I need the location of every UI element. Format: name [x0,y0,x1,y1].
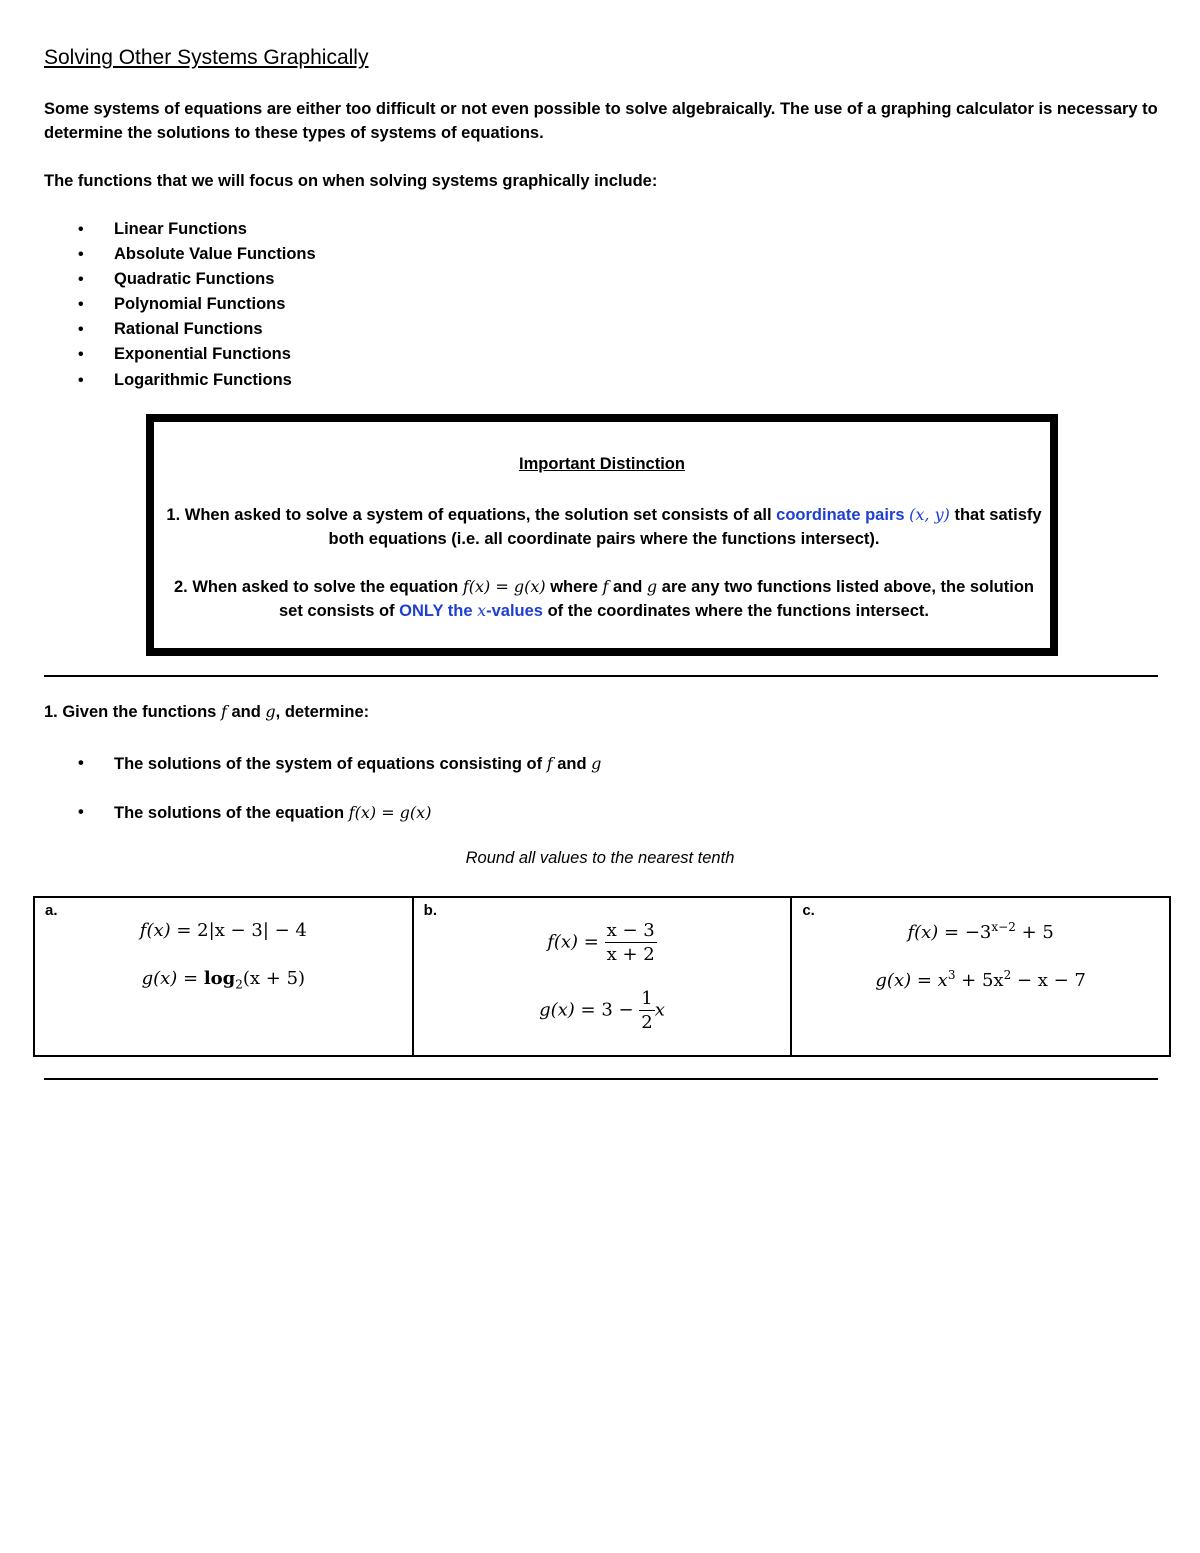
problem-label: a. [45,902,58,919]
bullet-2-text: The solutions of the equation [114,804,345,822]
list-item: • Quadratic Functions [44,267,316,292]
equation-lhs: f(x) = [139,920,198,941]
equation-lhs: g(x) = [141,968,204,989]
fraction-denominator: 2 [641,1012,653,1033]
distinction-point-2 [164,575,1044,623]
equation-rhs: 2|x − 3| − 4 [197,920,307,941]
function-g-symbol: g [265,702,276,721]
bullet-1-and: and [557,755,587,773]
list-item: • Linear Functions [44,217,316,242]
question-1-prompt [44,702,369,722]
equation-g [414,988,791,1033]
equation-notation: f(x) = g(x) [462,577,546,596]
equation-f [792,920,1169,943]
list-item: • Exponential Functions [44,342,316,367]
bullet-1-text: The solutions of the system of equations consisting of [114,755,543,773]
equation-g [35,968,412,992]
log-base: 2 [235,977,243,992]
equation-f [414,920,791,965]
log-symbol: log [203,968,236,989]
equation-term: + 5 [1015,922,1054,943]
equation-exponent: 2 [1003,968,1012,982]
equation-term: x [937,970,948,991]
distinction-point-1-text: 1. When asked to solve a system of equations, the solution set consists of all [166,506,772,524]
problem-cell-a [34,897,413,1056]
focus-sentence: The functions that we will focus on when solving systems graphically include: [44,172,658,190]
distinction-point-2-text: 2. When asked to solve the equation [174,578,459,596]
problem-cell-c [791,897,1170,1056]
equation-term: + 5x [955,970,1004,991]
function-f-symbol: f [546,754,553,773]
equation-lhs: f(x) = [907,922,965,943]
function-type-list [44,217,316,393]
rounding-instruction: Round all values to the nearest tenth [465,849,735,867]
equation-g [792,968,1169,991]
equation-lhs: g(x) = [539,999,602,1021]
function-f-symbol: f [602,577,609,596]
x-symbol: x [477,601,487,620]
distinction-point-1-rest: that satisfy both equations (i.e. all coordinate pairs where the functions intersect). [328,506,1042,548]
problem-cell-b [413,897,792,1056]
fraction-denominator: x + 2 [606,944,655,965]
question-and: and [231,703,261,721]
list-item: • Absolute Value Functions [44,242,316,267]
fraction-numerator: 1 [641,988,653,1009]
values-text: -values [486,602,543,620]
equation-variable: x [654,999,665,1021]
equation-notation: f(x) = g(x) [348,803,432,822]
function-g-symbol: g [591,754,602,773]
intro-paragraph: Some systems of equations are either too difficult or not even possible to solve algebraically. The use of a graphing calculator is necessary to determine the solutions to these types of systems of equations. [44,100,1158,142]
list-item [44,751,601,800]
page-title: Solving Other Systems Graphically [44,46,369,69]
equation-term: − x − 7 [1011,970,1086,991]
list-item: • Rational Functions [44,317,316,342]
only-x-values-highlight [399,602,543,620]
problem-label: c. [802,902,815,919]
list-item: • Polynomial Functions [44,292,316,317]
question-suffix: , determine: [275,703,370,721]
question-bullets [44,751,601,849]
only-the-text: ONLY the [399,602,473,620]
distinction-and: and [612,578,643,596]
equation-lhs: f(x) = [547,931,605,953]
distinction-where: where [550,578,598,596]
function-f-symbol: f [220,702,227,721]
function-g-symbol: g [646,577,658,596]
question-prefix: 1. Given the functions [44,703,217,721]
horizontal-divider [44,1078,1158,1080]
equation-term: −3 [964,922,992,943]
important-distinction-box [146,414,1058,656]
distinction-point-2-rest: of the coordinates where the functions intersect. [547,602,929,620]
fraction [605,920,657,965]
coordinate-pair-notation: (x, y) [909,505,950,524]
equation-lhs: g(x) = [875,970,938,991]
coordinate-pairs-highlight: coordinate pairs [776,506,905,524]
distinction-point-1 [164,503,1044,551]
list-item: • Logarithmic Functions [44,368,316,393]
distinction-point-2-middle: are any two functions listed above, the solution set consists of [279,578,1034,620]
distinction-title: Important Distinction [519,455,685,473]
fraction [639,988,654,1033]
fraction-numerator: x − 3 [606,920,655,941]
equation-exponent: 3 [947,968,956,982]
list-item [44,800,601,849]
problem-label: b. [423,902,437,919]
horizontal-divider [44,675,1158,677]
equation-constant: 3 − [601,999,640,1021]
equation-exponent: x−2 [991,920,1016,934]
problems-table [33,896,1171,1057]
equation-f [35,920,412,941]
log-argument: (x + 5) [242,968,306,989]
